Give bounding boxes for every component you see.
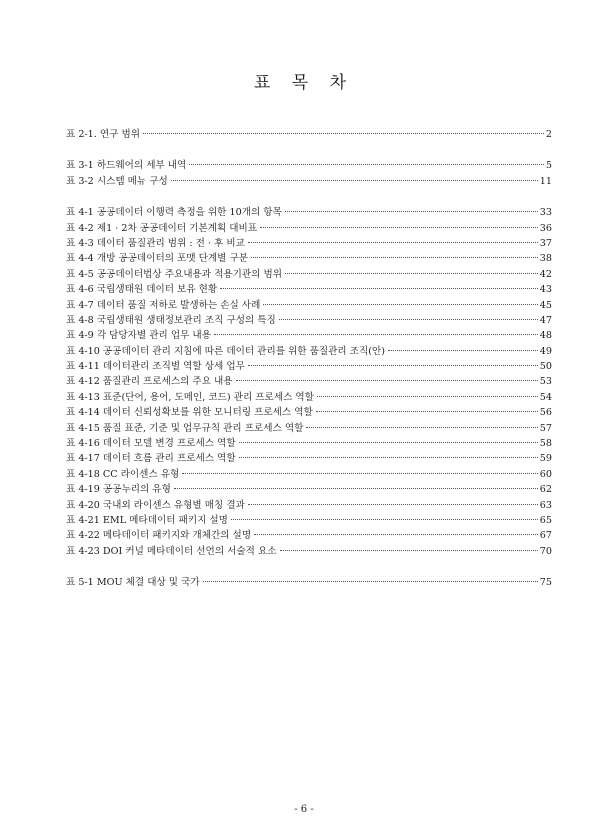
toc-group xyxy=(66,205,552,559)
toc-entry-page-number: 47 xyxy=(539,314,552,326)
toc-group xyxy=(66,158,552,189)
toc-entry-page-number: 5 xyxy=(545,160,552,172)
dot-leader xyxy=(248,242,538,243)
toc-entry[interactable] xyxy=(66,575,552,590)
toc-entry-page-number: 62 xyxy=(539,484,552,496)
dot-leader xyxy=(203,581,538,582)
toc-entry-label: 표 4-5 공공데이터법상 주요내용과 적용기관의 범위 xyxy=(66,268,283,280)
toc-entry[interactable] xyxy=(66,421,552,436)
toc-entry-label: 표 4-4 개방 공공데이터의 포맷 단계별 구분 xyxy=(66,253,249,265)
dot-leader xyxy=(285,273,538,274)
toc-entry[interactable] xyxy=(66,451,552,466)
toc-entry[interactable] xyxy=(66,313,552,328)
toc-entry-page-number: 65 xyxy=(539,514,552,526)
toc-entry-label: 표 4-13 표준(단어, 용어, 도메인, 코드) 관리 프로세스 역할 xyxy=(66,391,314,403)
dot-leader xyxy=(254,534,538,535)
toc-entry-page-number: 36 xyxy=(539,222,552,234)
toc-entry[interactable] xyxy=(66,344,552,359)
toc-group xyxy=(66,575,552,590)
dot-leader xyxy=(251,257,538,258)
toc-entry-label: 표 4-16 데이터 모델 변경 프로세스 역할 xyxy=(66,438,236,450)
dot-leader xyxy=(248,504,538,505)
toc-entry-page-number: 33 xyxy=(539,207,552,219)
toc-entry-page-number: 54 xyxy=(539,391,552,403)
dot-leader xyxy=(317,396,538,397)
toc-entry[interactable] xyxy=(66,127,552,142)
page-title: 표 목 차 xyxy=(253,73,355,93)
dot-leader xyxy=(214,334,538,335)
toc-entry-label: 표 4-21 EML 메타데이터 패키지 설명 xyxy=(66,514,228,526)
toc-entry-label: 표 2-1. 연구 범위 xyxy=(66,129,140,140)
toc-entry-label: 표 4-7 데이터 품질 저하로 발생하는 손실 사례 xyxy=(66,299,261,311)
toc-entry-page-number: 57 xyxy=(539,422,552,434)
toc-entry[interactable] xyxy=(66,328,552,343)
dot-leader xyxy=(174,488,538,489)
toc-entry-label: 표 4-19 공공누리의 유형 xyxy=(66,484,171,496)
toc-entry-label: 표 4-12 품질관리 프로세스의 주요 내용 xyxy=(66,376,233,388)
dot-leader xyxy=(220,288,538,289)
toc-entry-page-number: 38 xyxy=(539,253,552,265)
toc-entry-page-number: 75 xyxy=(539,577,552,589)
toc-entry-page-number: 50 xyxy=(539,361,552,373)
toc-entry-label: 표 4-14 데이터 신뢰성확보를 위한 모니터링 프로세스 역할 xyxy=(66,407,313,419)
toc-entry-page-number: 56 xyxy=(539,407,552,419)
page-number: - 6 - xyxy=(294,804,314,815)
dot-leader xyxy=(231,519,538,520)
dot-leader xyxy=(189,164,544,165)
toc-entry-page-number: 43 xyxy=(539,284,552,296)
toc-entry[interactable] xyxy=(66,221,552,236)
toc-entry-label: 표 4-3 데이터 품질관리 범위 : 전 · 후 비교 xyxy=(66,237,245,249)
toc-entry-page-number: 63 xyxy=(539,499,552,511)
toc-entry[interactable] xyxy=(66,158,552,173)
toc-entry-label: 표 4-9 각 담당자별 관리 업무 내용 xyxy=(66,330,211,342)
toc-entry[interactable] xyxy=(66,374,552,389)
toc-entry[interactable] xyxy=(66,482,552,497)
toc-entry-page-number: 67 xyxy=(539,530,552,542)
toc-entry-page-number: 42 xyxy=(539,268,552,280)
toc-entry[interactable] xyxy=(66,251,552,266)
dot-leader xyxy=(182,473,537,474)
toc-entry-label: 표 4-22 메타데이터 패키지와 개체간의 설명 xyxy=(66,530,252,542)
toc-entry-page-number: 70 xyxy=(539,545,552,557)
toc-entry-label: 표 4-18 CC 라이센스 유형 xyxy=(66,468,180,480)
toc-entry-page-number: 37 xyxy=(539,237,552,249)
dot-leader xyxy=(260,227,538,228)
dot-leader xyxy=(236,380,538,381)
toc-entry-label: 표 3-1 하드웨어의 세부 내역 xyxy=(66,160,187,172)
toc-entry[interactable] xyxy=(66,513,552,528)
toc-entry-label: 표 4-11 데이터관리 조직별 역할 상세 업무 xyxy=(66,361,245,373)
dot-leader xyxy=(143,133,544,134)
toc-entry-label: 표 4-8 국립생태원 생태정보관리 조직 구성의 특징 xyxy=(66,314,276,326)
toc-entry-page-number: 59 xyxy=(539,453,552,465)
toc-entry[interactable] xyxy=(66,544,552,559)
toc-entry-page-number: 49 xyxy=(539,345,552,357)
dot-leader xyxy=(263,304,537,305)
dot-leader xyxy=(388,350,538,351)
dot-leader xyxy=(239,442,538,443)
toc-entry-page-number: 60 xyxy=(539,468,552,480)
toc-entry[interactable] xyxy=(66,282,552,297)
dot-leader xyxy=(285,211,538,212)
toc-entry[interactable] xyxy=(66,467,552,482)
dot-leader xyxy=(239,457,538,458)
toc-entry-label: 표 4-10 공공데이터 관리 지침에 따른 데이터 관리를 위한 품질관리 조직(안) xyxy=(66,345,386,357)
dot-leader xyxy=(280,550,538,551)
toc-entry-label: 표 4-20 국내외 라이센스 유형별 매칭 결과 xyxy=(66,499,245,511)
toc-entry-label: 표 4-1 공공데이터 이행력 측정을 위한 10개의 항목 xyxy=(66,207,282,219)
toc-entry-label: 표 4-23 DOI 커널 메타데이터 선언의 서술적 요소 xyxy=(66,545,277,557)
dot-leader xyxy=(248,365,538,366)
dot-leader xyxy=(171,180,538,181)
toc-entry-page-number: 11 xyxy=(539,175,552,187)
toc-entry-label: 표 4-15 품질 표준, 기준 및 업무규칙 관리 프로세스 역할 xyxy=(66,422,304,434)
toc-entry-page-number: 58 xyxy=(539,438,552,450)
toc-entry[interactable] xyxy=(66,267,552,282)
toc-entry[interactable] xyxy=(66,390,552,405)
toc-entry[interactable] xyxy=(66,405,552,420)
toc-entry-page-number: 48 xyxy=(539,330,552,342)
toc-entry[interactable] xyxy=(66,236,552,251)
toc-group xyxy=(66,127,552,142)
toc-entry-page-number: 45 xyxy=(539,299,552,311)
toc-entry[interactable] xyxy=(66,436,552,451)
dot-leader xyxy=(279,319,538,320)
toc-entry-page-number: 53 xyxy=(539,376,552,388)
dot-leader xyxy=(306,427,537,428)
table-of-contents xyxy=(66,127,552,591)
dot-leader xyxy=(316,411,538,412)
toc-entry[interactable] xyxy=(66,205,552,220)
toc-entry-page-number: 2 xyxy=(545,129,552,140)
toc-entry[interactable] xyxy=(66,174,552,189)
toc-entry-label: 표 4-17 데이터 흐름 관리 프로세스 역할 xyxy=(66,453,236,465)
toc-entry[interactable] xyxy=(66,498,552,513)
toc-entry-label: 표 4-2 제1 · 2차 공공데이터 기본계획 대비표 xyxy=(66,222,258,234)
toc-entry-label: 표 3-2 시스템 메뉴 구성 xyxy=(66,175,168,187)
toc-entry-label: 표 4-6 국립생태원 데이터 보유 현황 xyxy=(66,284,218,296)
toc-entry-label: 표 5-1 MOU 체결 대상 및 국가 xyxy=(66,577,200,589)
toc-entry[interactable] xyxy=(66,528,552,543)
toc-entry[interactable] xyxy=(66,359,552,374)
toc-entry[interactable] xyxy=(66,298,552,313)
